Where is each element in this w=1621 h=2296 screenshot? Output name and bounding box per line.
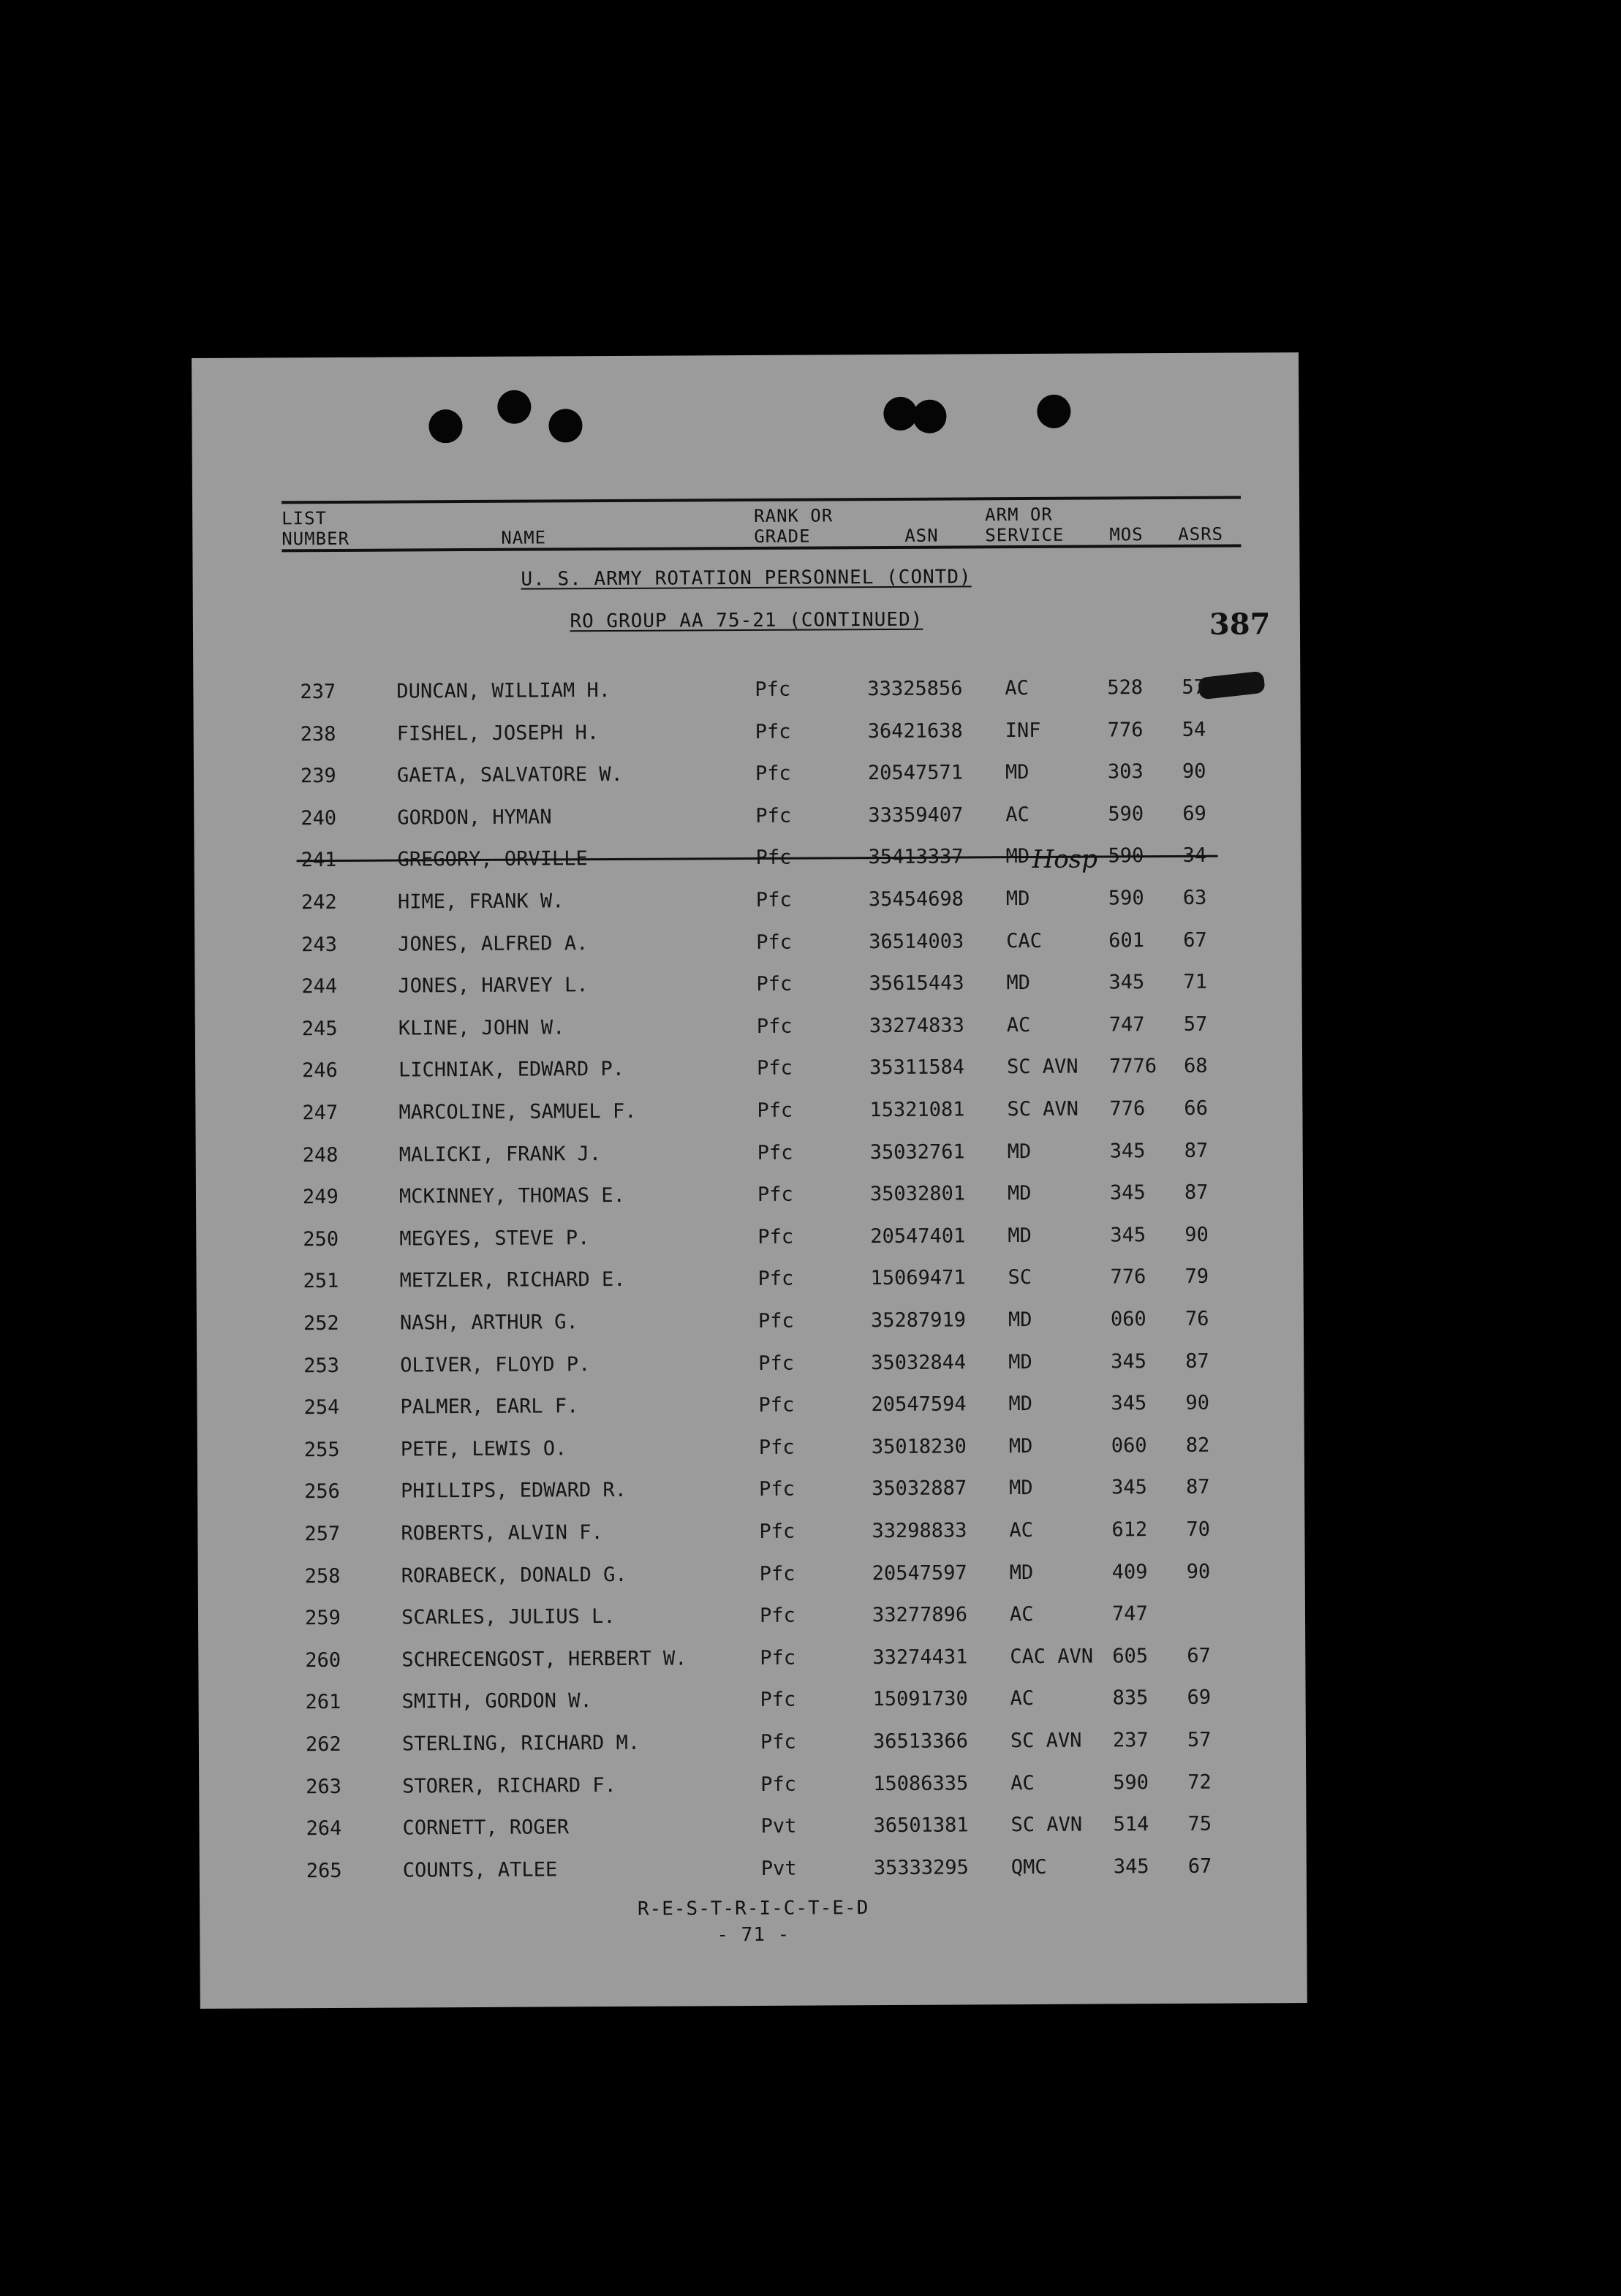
row-mos: 237 bbox=[1112, 1729, 1149, 1752]
table-row bbox=[199, 1728, 1306, 1770]
row-mos: 060 bbox=[1110, 1308, 1146, 1331]
row-number: 238 bbox=[300, 722, 336, 746]
row-asn: 36421638 bbox=[867, 719, 963, 743]
header-asn: ASN bbox=[904, 525, 939, 546]
row-name: NASH, ARTHUR G. bbox=[399, 1311, 578, 1335]
row-mos: 345 bbox=[1109, 1181, 1146, 1205]
row-number: 254 bbox=[303, 1396, 340, 1420]
row-arm: SC AVN bbox=[1010, 1729, 1082, 1753]
table-row bbox=[194, 718, 1301, 760]
row-asn: 36501381 bbox=[873, 1814, 969, 1838]
row-arm: MD bbox=[1008, 1350, 1032, 1374]
row-name: MALICKI, FRANK J. bbox=[398, 1142, 602, 1167]
row-asn: 33274833 bbox=[869, 1014, 964, 1037]
row-name: HIME, FRANK W. bbox=[397, 890, 564, 914]
row-asn: 15321081 bbox=[869, 1098, 965, 1122]
row-name: GAETA, SALVATORE W. bbox=[396, 763, 623, 787]
row-arm: CAC bbox=[1006, 929, 1043, 952]
row-rank: Pfc bbox=[760, 1646, 796, 1670]
row-asrs: 66 bbox=[1184, 1096, 1208, 1120]
row-arm: AC bbox=[1006, 1013, 1031, 1037]
row-arm: AC bbox=[1009, 1603, 1034, 1626]
row-asn: 36513366 bbox=[872, 1729, 969, 1754]
row-rank: Pfc bbox=[759, 1478, 795, 1501]
row-arm: MD bbox=[1009, 1561, 1034, 1584]
row-rank: Pfc bbox=[759, 1520, 796, 1543]
row-mos: 303 bbox=[1107, 760, 1144, 784]
row-name: GORDON, HYMAN bbox=[397, 806, 552, 830]
row-asn: 35032844 bbox=[871, 1351, 967, 1374]
row-rank: Pfc bbox=[758, 1393, 795, 1417]
row-arm: AC bbox=[1010, 1687, 1035, 1710]
row-name: COUNTS, ATLEE bbox=[402, 1858, 558, 1882]
row-mos: 409 bbox=[1111, 1560, 1148, 1584]
punch-hole bbox=[548, 409, 582, 442]
row-asn: 35018230 bbox=[871, 1435, 967, 1458]
row-number: 249 bbox=[302, 1186, 339, 1209]
row-number: 265 bbox=[306, 1859, 342, 1883]
punch-hole bbox=[912, 400, 946, 433]
table-row bbox=[193, 675, 1300, 718]
row-name: FISHEL, JOSEPH H. bbox=[396, 721, 600, 746]
row-rank: Pfc bbox=[758, 1352, 795, 1375]
table-row bbox=[195, 1054, 1302, 1096]
row-arm: MD bbox=[1007, 1182, 1032, 1205]
row-number: 243 bbox=[301, 933, 338, 956]
row-mos: 590 bbox=[1108, 844, 1144, 868]
row-name: SMITH, GORDON W. bbox=[401, 1689, 592, 1713]
row-asn: 33277896 bbox=[872, 1603, 968, 1627]
row-number: 252 bbox=[303, 1311, 339, 1335]
row-number: 260 bbox=[305, 1648, 341, 1672]
table-row bbox=[197, 1391, 1304, 1433]
row-number: 247 bbox=[302, 1101, 339, 1125]
row-asrs: 57 bbox=[1182, 675, 1206, 699]
table-row bbox=[197, 1307, 1304, 1349]
table-row bbox=[199, 1812, 1306, 1854]
row-arm: MD bbox=[1005, 761, 1029, 784]
row-asrs: 63 bbox=[1182, 886, 1207, 909]
table-row bbox=[196, 1139, 1303, 1181]
row-asrs: 67 bbox=[1187, 1854, 1212, 1878]
document-subtitle: RO GROUP AA 75-21 (CONTINUED) bbox=[570, 608, 923, 633]
row-rank: Pfc bbox=[757, 1057, 793, 1080]
row-asn: 35333295 bbox=[873, 1856, 969, 1879]
row-rank: Pfc bbox=[757, 1141, 793, 1164]
row-mos: 7776 bbox=[1109, 1055, 1157, 1078]
row-asrs: 34 bbox=[1182, 844, 1207, 868]
punch-hole bbox=[497, 390, 531, 424]
row-asn: 33325856 bbox=[867, 677, 963, 701]
row-asn: 35287919 bbox=[870, 1308, 967, 1333]
row-arm: QMC bbox=[1010, 1855, 1047, 1879]
row-rank: Pfc bbox=[756, 972, 793, 996]
table-row bbox=[199, 1770, 1306, 1813]
row-number: 248 bbox=[302, 1143, 339, 1167]
row-mos: 612 bbox=[1111, 1518, 1148, 1542]
row-asrs: 71 bbox=[1183, 970, 1208, 994]
table-row bbox=[195, 1096, 1302, 1139]
header-arm: ARM OR SERVICE bbox=[985, 504, 1065, 546]
row-number: 253 bbox=[303, 1354, 340, 1377]
row-rank: Pfc bbox=[759, 1562, 796, 1585]
row-asn: 35032801 bbox=[869, 1182, 966, 1206]
row-arm: MD bbox=[1006, 971, 1031, 995]
row-asn: 20547401 bbox=[870, 1224, 966, 1248]
header-list-number: LIST NUMBER bbox=[281, 508, 350, 550]
row-name: METZLER, RICHARD E. bbox=[399, 1268, 626, 1292]
row-rank: Pfc bbox=[755, 846, 792, 870]
page-number: - 71 - bbox=[717, 1923, 790, 1947]
row-arm: MD bbox=[1008, 1224, 1032, 1247]
table-row bbox=[194, 928, 1301, 971]
row-asn: 20547571 bbox=[867, 761, 964, 785]
row-name: MEGYES, STEVE P. bbox=[399, 1226, 590, 1251]
row-rank: Pfc bbox=[757, 1099, 793, 1122]
row-number: 264 bbox=[306, 1817, 342, 1841]
document-page bbox=[192, 352, 1307, 2009]
row-asrs: 67 bbox=[1183, 928, 1207, 952]
row-asrs: 70 bbox=[1186, 1518, 1211, 1541]
row-asrs: 68 bbox=[1184, 1055, 1208, 1078]
table-row bbox=[194, 759, 1301, 802]
row-asrs: 90 bbox=[1186, 1560, 1211, 1583]
restricted-marking: R-E-S-T-R-I-C-T-E-D bbox=[637, 1897, 869, 1920]
row-asrs: 75 bbox=[1187, 1812, 1212, 1836]
table-row bbox=[197, 1475, 1304, 1518]
row-number: 239 bbox=[300, 765, 336, 788]
row-arm: SC AVN bbox=[1007, 1097, 1079, 1121]
row-asn: 33298833 bbox=[872, 1519, 967, 1543]
row-name: RORABECK, DONALD G. bbox=[401, 1563, 627, 1588]
row-asrs: 67 bbox=[1187, 1644, 1211, 1667]
row-name: SCARLES, JULIUS L. bbox=[401, 1605, 616, 1629]
row-arm: MD bbox=[1007, 1140, 1032, 1163]
row-asn: 35454698 bbox=[868, 887, 964, 912]
row-asrs: 72 bbox=[1187, 1770, 1212, 1794]
row-mos: 345 bbox=[1111, 1476, 1147, 1499]
row-asn: 35032887 bbox=[872, 1477, 967, 1501]
table-row bbox=[197, 1265, 1304, 1307]
table-row bbox=[194, 844, 1301, 886]
row-name: PALMER, EARL F. bbox=[400, 1395, 579, 1419]
row-number: 250 bbox=[303, 1227, 339, 1251]
row-rank: Pfc bbox=[755, 678, 791, 701]
table-row bbox=[197, 1349, 1304, 1392]
row-number: 262 bbox=[305, 1732, 341, 1757]
row-asn: 35311584 bbox=[869, 1056, 965, 1080]
row-rank: Pfc bbox=[755, 804, 792, 827]
row-asrs: 90 bbox=[1185, 1391, 1210, 1415]
row-asrs: 54 bbox=[1182, 718, 1206, 741]
row-rank: Pfc bbox=[760, 1689, 796, 1712]
row-asn: 15086335 bbox=[873, 1772, 969, 1795]
row-mos: 345 bbox=[1113, 1854, 1149, 1879]
row-mos: 835 bbox=[1112, 1686, 1149, 1710]
row-number: 263 bbox=[306, 1775, 342, 1798]
row-rank: Pfc bbox=[757, 1225, 794, 1249]
row-mos: 776 bbox=[1107, 718, 1144, 742]
table-row bbox=[200, 1854, 1307, 1897]
header-name: NAME bbox=[501, 527, 547, 548]
row-mos: 528 bbox=[1107, 676, 1144, 700]
row-asn: 33274431 bbox=[872, 1645, 968, 1669]
header-rank: RANK OR GRADE bbox=[754, 505, 834, 547]
row-asn: 36514003 bbox=[869, 930, 964, 953]
row-rank: Pfc bbox=[760, 1773, 797, 1796]
row-arm: MD bbox=[1005, 845, 1030, 868]
row-name: PETE, LEWIS O. bbox=[400, 1437, 567, 1461]
row-rank: Pfc bbox=[758, 1436, 795, 1459]
row-name: GREGORY, ORVILLE bbox=[397, 847, 588, 871]
row-name: MCKINNEY, THOMAS E. bbox=[398, 1184, 625, 1208]
row-name: STERLING, RICHARD M. bbox=[401, 1731, 641, 1756]
row-number: 251 bbox=[303, 1270, 339, 1293]
row-number: 237 bbox=[300, 680, 336, 704]
row-asrs: 87 bbox=[1184, 1139, 1209, 1162]
row-rank: Pfc bbox=[760, 1730, 796, 1754]
row-asrs: 57 bbox=[1183, 1012, 1208, 1036]
table-row bbox=[196, 1223, 1303, 1265]
row-asn: 15069471 bbox=[870, 1266, 966, 1290]
table-row bbox=[197, 1433, 1304, 1476]
row-asrs: 87 bbox=[1186, 1476, 1210, 1499]
row-number: 240 bbox=[301, 806, 337, 830]
row-name: LICHNIAK, EDWARD P. bbox=[398, 1058, 625, 1082]
row-mos: 345 bbox=[1111, 1349, 1147, 1374]
punch-hole bbox=[428, 409, 462, 443]
row-rank: Pfc bbox=[757, 1309, 794, 1333]
row-mos: 590 bbox=[1108, 802, 1144, 826]
table-row bbox=[197, 1518, 1304, 1560]
row-rank: Pfc bbox=[757, 1268, 794, 1291]
row-mos: 514 bbox=[1113, 1813, 1149, 1836]
table-row bbox=[194, 802, 1301, 844]
row-name: CORNETT, ROGER bbox=[402, 1816, 570, 1840]
table-row bbox=[194, 970, 1301, 1012]
row-mos: 601 bbox=[1108, 928, 1145, 952]
row-rank: Pfc bbox=[759, 1604, 796, 1628]
row-number: 257 bbox=[304, 1522, 341, 1546]
table-row bbox=[198, 1644, 1305, 1686]
row-mos: 776 bbox=[1109, 1097, 1146, 1121]
punch-hole bbox=[1037, 395, 1070, 428]
row-arm: MD bbox=[1008, 1434, 1033, 1458]
row-name: SCHRECENGOST, HERBERT W. bbox=[401, 1647, 687, 1672]
row-arm: MD bbox=[1008, 1308, 1032, 1332]
row-name: KLINE, JOHN W. bbox=[398, 1016, 565, 1040]
row-arm: SC AVN bbox=[1010, 1813, 1083, 1837]
row-arm: SC AVN bbox=[1007, 1056, 1078, 1079]
row-rank: Pfc bbox=[755, 888, 792, 912]
row-number: 241 bbox=[301, 849, 337, 872]
row-name: DUNCAN, WILLIAM H. bbox=[396, 679, 611, 703]
row-asn: 35413337 bbox=[868, 845, 964, 869]
row-asrs: 79 bbox=[1184, 1265, 1209, 1289]
row-number: 258 bbox=[304, 1564, 341, 1588]
row-mos: 345 bbox=[1108, 971, 1145, 994]
table-row bbox=[199, 1686, 1306, 1728]
table-row bbox=[198, 1560, 1305, 1602]
row-asn: 20547597 bbox=[872, 1561, 967, 1585]
row-arm: MD bbox=[1008, 1393, 1033, 1416]
row-arm: AC bbox=[1009, 1518, 1034, 1542]
row-asrs: 87 bbox=[1185, 1349, 1209, 1373]
header-asrs: ASRS bbox=[1178, 523, 1224, 545]
row-asrs: 87 bbox=[1184, 1181, 1209, 1205]
header-mos: MOS bbox=[1109, 524, 1144, 545]
row-mos: 060 bbox=[1111, 1433, 1147, 1458]
row-number: 259 bbox=[304, 1607, 341, 1630]
row-asrs: 82 bbox=[1185, 1433, 1210, 1457]
row-mos: 605 bbox=[1112, 1644, 1149, 1668]
row-mos: 345 bbox=[1109, 1139, 1146, 1163]
page-stamp-number: 387 bbox=[1209, 607, 1271, 642]
document-title: U. S. ARMY ROTATION PERSONNEL (CONTD) bbox=[521, 566, 972, 591]
row-arm: AC bbox=[1005, 677, 1029, 700]
row-arm: CAC AVN bbox=[1010, 1645, 1094, 1668]
row-name: ROBERTS, ALVIN F. bbox=[401, 1521, 603, 1545]
row-mos: 776 bbox=[1110, 1265, 1146, 1289]
row-name: PHILLIPS, EDWARD R. bbox=[401, 1479, 627, 1503]
table-row bbox=[198, 1602, 1305, 1644]
row-arm: MD bbox=[1009, 1477, 1033, 1500]
row-asrs: 90 bbox=[1182, 759, 1206, 784]
row-asn: 35615443 bbox=[869, 971, 964, 996]
row-asrs: 57 bbox=[1187, 1728, 1212, 1751]
row-number: 245 bbox=[301, 1017, 338, 1041]
row-mos: 590 bbox=[1108, 887, 1144, 910]
row-mos: 747 bbox=[1111, 1602, 1148, 1626]
row-arm: MD bbox=[1005, 887, 1030, 911]
row-number: 256 bbox=[304, 1480, 340, 1504]
row-number: 244 bbox=[301, 975, 338, 999]
row-arm: INF bbox=[1005, 719, 1041, 742]
row-asn: 35032761 bbox=[869, 1140, 965, 1164]
row-rank: Pvt bbox=[760, 1857, 797, 1880]
header-top-rule bbox=[281, 496, 1241, 504]
row-number: 246 bbox=[302, 1059, 338, 1083]
row-mos: 590 bbox=[1113, 1770, 1149, 1795]
row-name: MARCOLINE, SAMUEL F. bbox=[398, 1099, 637, 1124]
handwritten-note: Hosp bbox=[1032, 844, 1098, 875]
row-number: 242 bbox=[301, 890, 337, 914]
row-rank: Pfc bbox=[757, 1183, 793, 1207]
row-arm: SC bbox=[1008, 1266, 1032, 1289]
row-arm: AC bbox=[1005, 803, 1029, 826]
row-number: 255 bbox=[303, 1438, 340, 1462]
row-asrs: 69 bbox=[1187, 1686, 1212, 1710]
row-asrs: 90 bbox=[1184, 1223, 1209, 1246]
row-number: 261 bbox=[305, 1691, 341, 1714]
row-asn: 15091730 bbox=[872, 1687, 968, 1711]
row-asn: 20547594 bbox=[871, 1393, 967, 1417]
row-name: STORER, RICHARD F. bbox=[402, 1773, 616, 1798]
row-mos: 345 bbox=[1111, 1392, 1147, 1415]
row-rank: Pfc bbox=[756, 1015, 793, 1038]
row-mos: 345 bbox=[1110, 1223, 1146, 1247]
row-asrs: 76 bbox=[1184, 1307, 1209, 1330]
row-asrs: 69 bbox=[1182, 802, 1206, 825]
row-rank: Pfc bbox=[755, 720, 791, 743]
row-name: OLIVER, FLOYD P. bbox=[400, 1352, 591, 1377]
row-name: JONES, HARVEY L. bbox=[398, 974, 589, 998]
table-row bbox=[195, 1012, 1302, 1055]
row-name: JONES, ALFRED A. bbox=[398, 931, 589, 956]
row-rank: Pvt bbox=[760, 1814, 797, 1838]
row-rank: Pfc bbox=[756, 931, 793, 954]
row-asn: 33359407 bbox=[868, 803, 964, 827]
row-mos: 747 bbox=[1108, 1012, 1145, 1037]
row-arm: AC bbox=[1010, 1771, 1035, 1795]
table-row bbox=[194, 886, 1301, 928]
table-row bbox=[196, 1181, 1303, 1223]
row-rank: Pfc bbox=[755, 762, 791, 786]
